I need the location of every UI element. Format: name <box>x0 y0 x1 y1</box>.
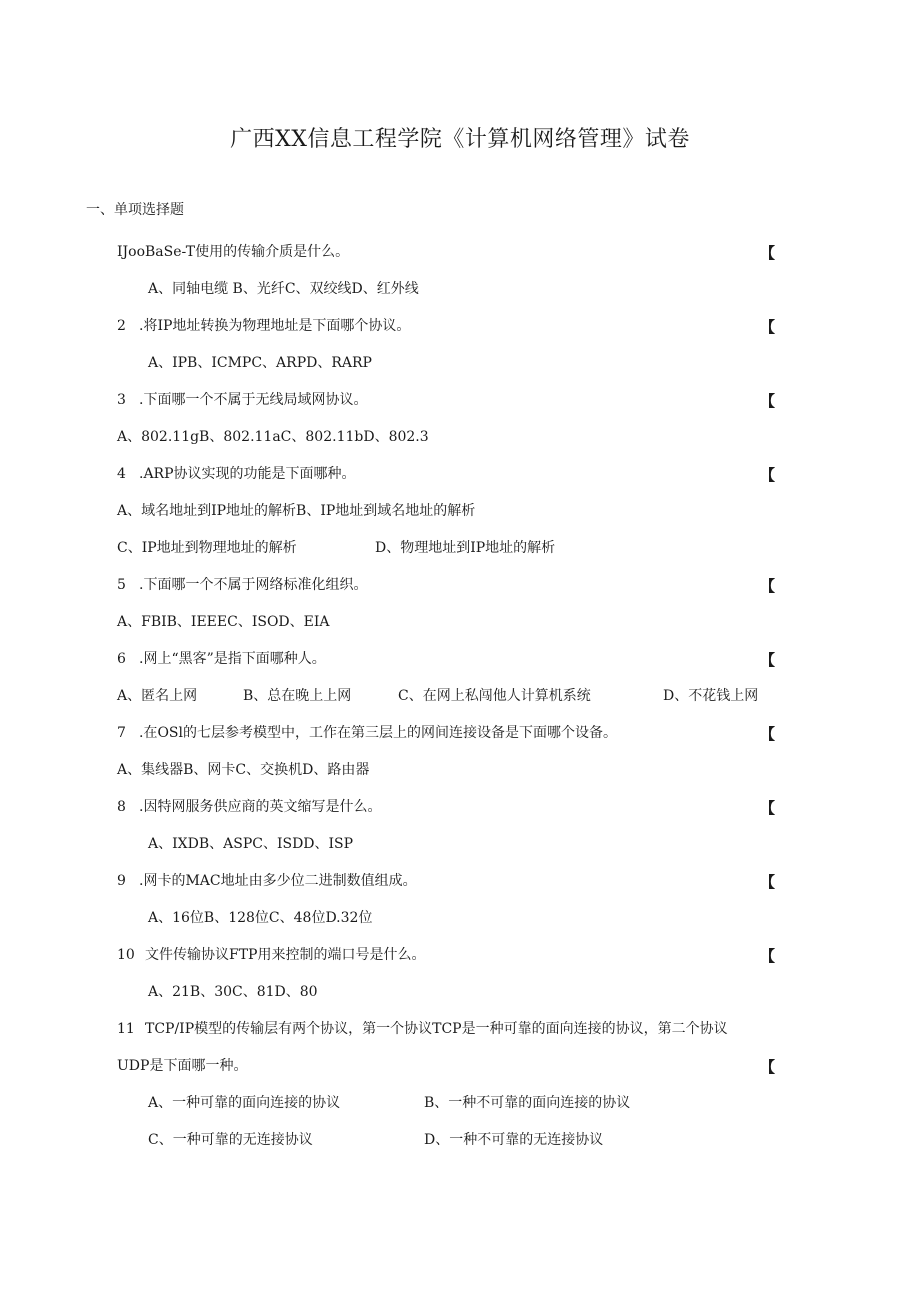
answer-bracket-8: 【 <box>760 799 776 817</box>
answer-bracket-6: 【 <box>760 651 776 669</box>
question-7-text: .在OSl的七层参考模型中，工作在第三层上的网间连接设备是下面哪个设备。 <box>139 725 617 741</box>
question-5-number: 5 <box>117 577 126 593</box>
question-5-text: .下面哪一个不属于网络标准化组织。 <box>139 577 368 593</box>
question-6-option-a: A、匿名上网 <box>117 688 198 704</box>
question-11-text-continued: UDP是下面哪一种。 <box>117 1058 248 1074</box>
question-2-options: A、IPB、ICMPC、ARPD、RARP <box>148 355 372 371</box>
question-4-text: .ARP协议实现的功能是下面哪种。 <box>139 466 356 482</box>
answer-bracket-5: 【 <box>760 577 776 595</box>
answer-bracket-1: 【 <box>760 244 776 262</box>
question-3-options: A、802.11gB、802.11aC、802.11bD、802.3 <box>117 429 429 445</box>
question-11-text: TCP/IP模型的传输层有两个协议，第一个协议TCP是一种可靠的面向连接的协议，第二个协议 <box>145 1021 728 1037</box>
question-10-number: 10 <box>117 947 135 963</box>
question-11-option-d: D、一种不可靠的无连接协议 <box>424 1132 604 1148</box>
question-10 <box>117 945 425 965</box>
answer-bracket-7: 【 <box>760 725 776 743</box>
question-6-option-b: B、总在晚上上网 <box>243 688 352 704</box>
question-4-option-c: C、IP地址到物理地址的解析 <box>117 540 297 556</box>
question-6-option-d: D、不花钱上网 <box>663 688 759 704</box>
question-9-number: 9 <box>117 873 126 889</box>
answer-bracket-2: 【 <box>760 318 776 336</box>
question-8 <box>117 797 381 817</box>
question-4 <box>117 464 356 484</box>
question-5-options: A、FBIB、IEEEC、ISOD、EIA <box>117 614 330 630</box>
question-1-options: A、同轴电缆 B、光纤C、双绞线D、红外线 <box>148 281 419 297</box>
question-11-number: 11 <box>117 1021 135 1037</box>
question-2-text: .将IP地址转换为物理地址是下面哪个协议。 <box>139 318 411 334</box>
question-8-number: 8 <box>117 799 126 815</box>
question-10-options: A、21B、30C、81D、80 <box>148 984 318 1000</box>
question-7-number: 7 <box>117 725 126 741</box>
exam-title: 广西XX信息工程学院《计算机网络管理》试卷 <box>230 127 690 152</box>
question-4-number: 4 <box>117 466 126 482</box>
question-2 <box>117 316 410 336</box>
question-9-text: .网卡的MAC地址由多少位二进制数值组成。 <box>139 873 417 889</box>
question-9 <box>117 871 417 891</box>
answer-bracket-3: 【 <box>760 392 776 410</box>
question-6-option-c: C、在网上私闯他人计算机系统 <box>398 688 591 704</box>
answer-bracket-4: 【 <box>760 466 776 484</box>
answer-bracket-11: 【 <box>760 1058 776 1076</box>
question-5 <box>117 575 367 595</box>
answer-bracket-9: 【 <box>760 873 776 891</box>
question-1: IJooBaSe-T使用的传输介质是什么。 <box>117 244 350 260</box>
question-8-options: A、IXDB、ASPC、ISDD、ISP <box>148 836 354 852</box>
question-3-text: .下面哪一个不属于无线局域网协议。 <box>139 392 368 408</box>
section-heading: 一、单项选择题 <box>86 202 184 218</box>
question-6-text: .网上“黑客”是指下面哪种人。 <box>139 651 326 667</box>
question-4-option-d: D、物理地址到IP地址的解析 <box>375 540 556 556</box>
question-7 <box>117 723 617 743</box>
answer-bracket-10: 【 <box>760 947 776 965</box>
question-6 <box>117 649 326 669</box>
question-4-options-ab: A、域名地址到IP地址的解析B、IP地址到域名地址的解析 <box>117 503 476 519</box>
question-3-number: 3 <box>117 392 126 408</box>
question-11-option-b: B、一种不可靠的面向连接的协议 <box>424 1095 631 1111</box>
question-8-text: .因特网服务供应商的英文缩写是什么。 <box>139 799 382 815</box>
question-11 <box>117 1019 728 1039</box>
question-11-option-c: C、一种可靠的无连接协议 <box>148 1132 313 1148</box>
question-10-text: 文件传输协议FTP用来控制的端口号是什么。 <box>145 947 426 963</box>
question-7-options: A、集线器B、网卡C、交换机D、路由器 <box>117 762 370 778</box>
question-11-option-a: A、一种可靠的面向连接的协议 <box>148 1095 341 1111</box>
question-9-options: A、16位B、128位C、48位D.32位 <box>148 910 373 926</box>
question-3 <box>117 390 367 410</box>
question-6-number: 6 <box>117 651 126 667</box>
question-2-number: 2 <box>117 318 126 334</box>
